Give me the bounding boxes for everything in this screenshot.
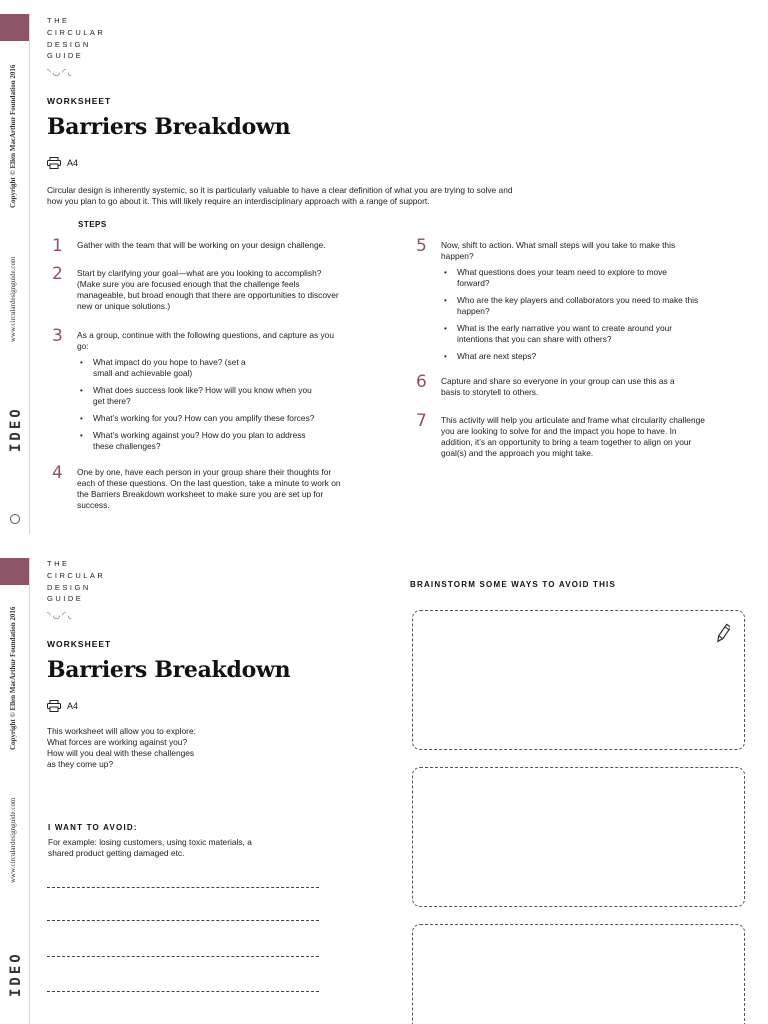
avoid-heading: I WANT TO AVOID:: [48, 823, 138, 832]
copyright-text: Copyright © Ellen MacArthur Foundation 2016: [9, 606, 17, 750]
worksheet-label: WORKSHEET: [47, 639, 112, 649]
page-title: Barriers Breakdown: [47, 114, 291, 140]
step-number: 3: [52, 326, 63, 346]
format-label: A4: [67, 701, 79, 711]
website-text: www.circulardesignguide.com: [9, 256, 17, 342]
step-text: Now, shift to action. What small steps will you take to make this happen?: [441, 240, 676, 261]
writing-line[interactable]: [47, 920, 319, 921]
brainstorm-heading: BRAINSTORM SOME WAYS TO AVOID THIS: [410, 580, 617, 589]
step-text: This activity will help you articulate and frame what circularity challenge you are looking to solve for and the impact you hope to have. In addition, it’s an opportunity to bring a team together to align on your goal(s) and the approach you might take.: [441, 415, 705, 458]
brainstorm-box[interactable]: [412, 610, 745, 750]
printer-icon: [47, 157, 61, 169]
brand-line: DESIGN: [47, 39, 91, 49]
step-number: 1: [52, 236, 63, 256]
bullet-item: • Who are the key players and collaborators you need to make this happen?: [441, 295, 703, 317]
step-number: 7: [416, 411, 427, 431]
step-number: 4: [52, 463, 63, 483]
copyright-text: Copyright © Ellen MacArthur Foundation 2016: [9, 64, 17, 208]
worksheet-label: WORKSHEET: [47, 96, 112, 106]
avoid-example: For example: losing customers, using toxic materials, a shared product getting damaged etc.: [48, 837, 252, 858]
brand-symbol: ◝◡◜◟: [47, 610, 74, 620]
intro-paragraph: [47, 726, 267, 770]
bullet-item: • What is the early narrative you want to create around your intentions that you can share with others?: [441, 323, 703, 345]
pencil-icon: [716, 623, 730, 645]
brand-line: GUIDE: [47, 594, 84, 604]
ideo-logo: IDEO: [8, 406, 24, 452]
worksheet-page-2: [0, 545, 768, 1024]
step-text: Capture and share so everyone in your group can use this as a basis to storytell to others.: [441, 376, 675, 397]
bullet-item: • What are next steps?: [441, 351, 703, 362]
ideo-logo: IDEO: [8, 951, 24, 997]
brand-line: GUIDE: [47, 51, 84, 61]
steps-heading: STEPS: [78, 220, 107, 229]
intro-line: This worksheet will allow you to explore:: [47, 726, 196, 736]
bullet-item: • What’s working against you? How do you plan to address these challenges?: [77, 430, 327, 452]
brand-line: THE: [47, 16, 70, 25]
page-accent-tab: [0, 14, 29, 41]
brand-line: CIRCULAR: [47, 570, 106, 580]
step-bullets: [441, 267, 703, 362]
page-title: Barriers Breakdown: [47, 657, 291, 683]
format-indicator: [47, 700, 78, 712]
brainstorm-box[interactable]: [412, 924, 745, 1024]
page-accent-tab: [0, 558, 29, 585]
brand-wordmark: [47, 558, 105, 605]
bullet-item: • What does success look like? How will you know when you get there?: [77, 385, 312, 407]
step-content: [441, 240, 703, 368]
bullet-item: • What questions does your team need to explore to move forward?: [441, 267, 686, 289]
side-divider: [29, 558, 30, 1024]
brand-symbol: ◝◡◜◟: [47, 67, 74, 77]
bullet-item: • What impact do you hope to have? (set a small and achievable goal): [77, 357, 252, 379]
step-number: 6: [416, 372, 427, 392]
brand-line: DESIGN: [47, 582, 91, 592]
brand-line: THE: [47, 559, 70, 568]
intro-line: What forces are working against you?: [47, 737, 188, 747]
step-text: Start by clarifying your goal—what are you looking to accomplish? (Make sure you are focused enough that the challenge feels manageable, but broad enough that there are opportunities to discover new or unique solutions.): [77, 268, 339, 311]
website-text: www.circulardesignguide.com: [9, 797, 17, 883]
intro-paragraph: Circular design is inherently systemic, so it is particularly valuable to have a clear definition of what you are trying to solve and how you plan to go about it. This will likely require an interdisciplinary approach with a range of support.: [47, 185, 513, 206]
bullet-item: • What’s working for you? How can you amplify these forces?: [77, 413, 339, 424]
printer-icon: [47, 700, 61, 712]
intro-line: How will you deal with these challenges: [47, 748, 195, 758]
brand-line: CIRCULAR: [47, 27, 106, 37]
step-number: 2: [52, 264, 63, 284]
step-text: One by one, have each person in your group share their thoughts for each of these questions. On the last question, take a minute to work on the Barriers Breakdown worksheet to make sure you are set up for success.: [77, 467, 341, 510]
intro-line: as they come up?: [47, 759, 114, 769]
writing-line[interactable]: [47, 991, 319, 992]
writing-line[interactable]: [47, 887, 319, 888]
format-label: A4: [67, 158, 79, 168]
ellen-macarthur-foundation-logo-icon: [10, 514, 20, 524]
step-number: 5: [416, 236, 427, 256]
step-text: Gather with the team that will be working on your design challenge.: [77, 240, 326, 250]
writing-line[interactable]: [47, 956, 319, 957]
step-content: [77, 330, 339, 458]
brainstorm-box[interactable]: [412, 767, 745, 907]
step-text: As a group, continue with the following questions, and capture as you go:: [77, 330, 334, 351]
side-divider: [29, 14, 30, 534]
step-bullets: [77, 357, 339, 452]
format-indicator: [47, 157, 78, 169]
brand-wordmark: [47, 15, 105, 62]
